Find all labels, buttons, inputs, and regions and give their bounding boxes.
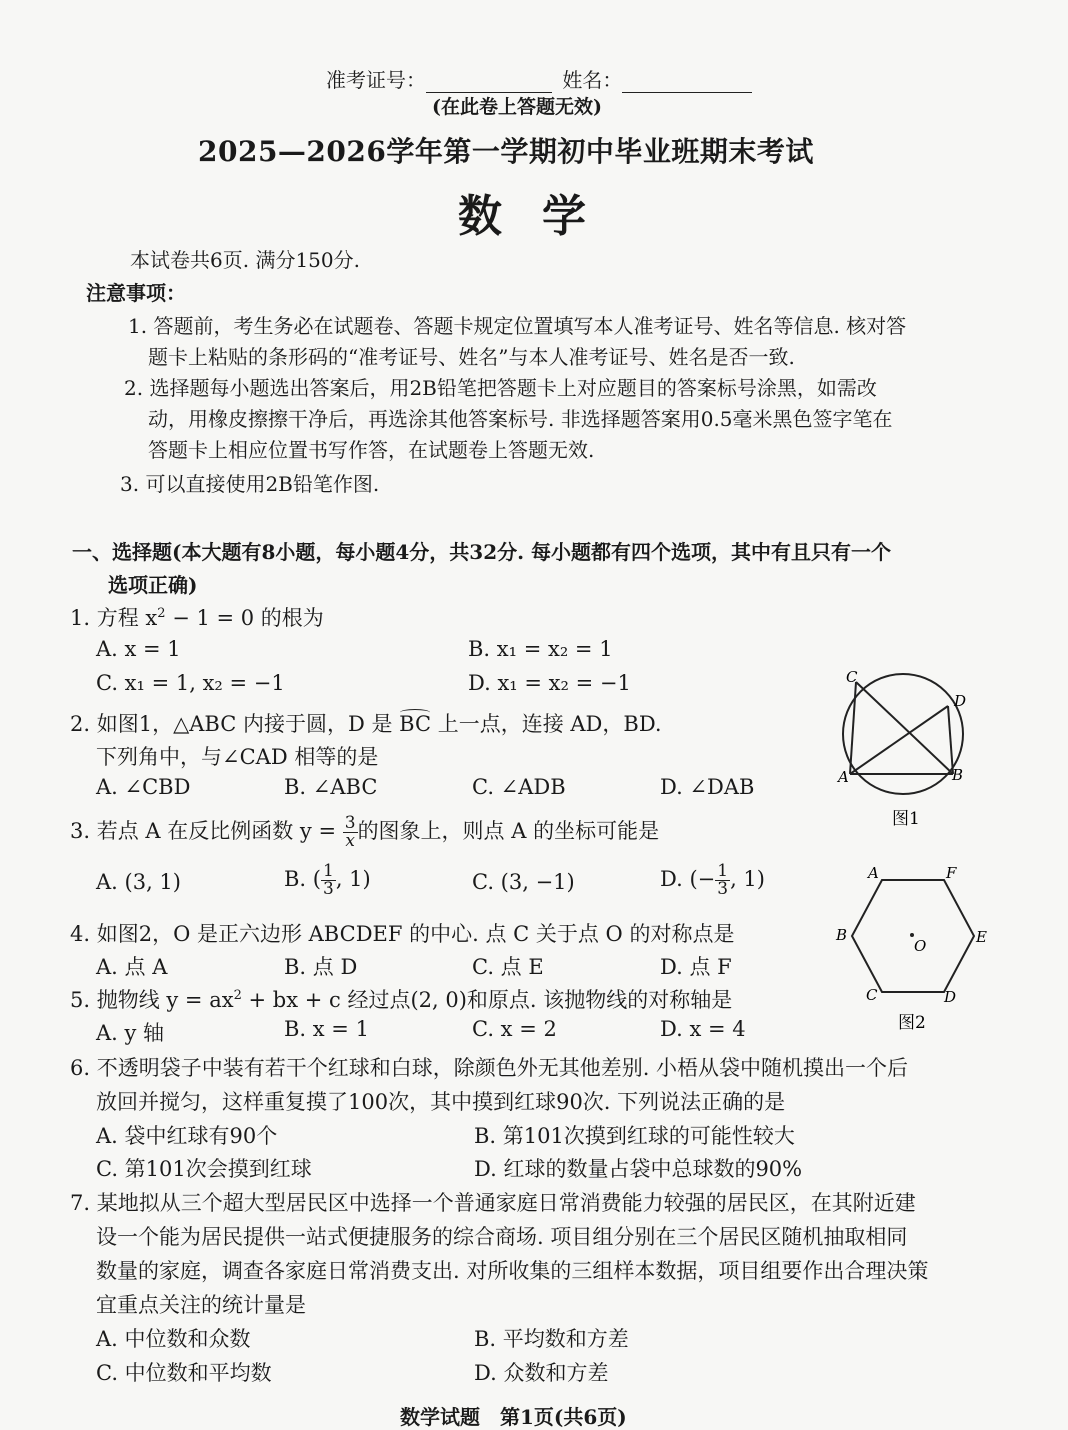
q7-stem-line-2: 设一个能为居民提供一站式便捷服务的综合商场. 项目组分别在三个居民区随机抽取相同: [96, 1225, 908, 1249]
q3-option-a: A. (3, 1): [96, 870, 181, 894]
figure-2: [832, 860, 992, 1040]
name-label: 姓名：: [562, 68, 623, 92]
fig2-caption: 图2: [898, 1013, 926, 1033]
q3-stem-b: 的图象上，则点 A 的坐标可能是: [357, 819, 660, 843]
fig2-label-o: O: [914, 937, 927, 955]
q3-b-pre: B. (: [284, 867, 321, 891]
q1-stem: [70, 602, 324, 632]
exam-title: 2025—2026学年第一学期初中毕业班期末考试: [198, 135, 814, 168]
exam-id-label: 准考证号：: [326, 68, 426, 92]
figure-1: [828, 662, 978, 837]
subject-title: 数学: [458, 191, 626, 242]
q7-stem-line-1: 7. 某地拟从三个超大型居民区中选择一个普通家庭日常消费能力较强的居民区，在其附近建: [70, 1191, 916, 1215]
q6-option-c: C. 第101次会摸到红球: [96, 1157, 312, 1181]
q3-d-den: 3: [717, 879, 729, 899]
q7-stem-line-4: 宜重点关注的统计量是: [96, 1293, 306, 1317]
fig2-label-b: B: [836, 926, 848, 944]
fig2-label-d: D: [944, 988, 957, 1006]
fig1-label-d: D: [954, 692, 967, 710]
q3-stem: [70, 812, 659, 858]
note-1-line-1: 1. 答题前，考生务必在试题卷、答题卡规定位置填写本人准考证号、姓名等信息. 核对答: [128, 314, 907, 338]
q1-option-c: C. x₁ = 1, x₂ = −1: [96, 671, 285, 695]
q4-option-c: C. 点 E: [472, 955, 544, 979]
name-blank: [622, 72, 752, 93]
q3-stem-a: 3. 若点 A 在反比例函数 y =: [70, 819, 337, 843]
note-2-line-2: 动，用橡皮擦擦干净后，再选涂其他答案标号. 非选择题答案用0.5毫米黑色签字笔在: [148, 407, 893, 431]
exam-id-field: [326, 64, 752, 93]
q1-option-d: D. x₁ = x₂ = −1: [468, 671, 631, 695]
q1-stem-a: 1. 方程 x: [70, 606, 158, 630]
fig1-label-c: C: [846, 668, 858, 686]
q4-option-a: A. 点 A: [96, 955, 168, 979]
fig2-label-f: F: [946, 864, 957, 882]
q2-option-a: A. ∠CBD: [96, 775, 191, 799]
q6-stem-line-1: 6. 不透明袋子中装有若干个红球和白球，除颜色外无其他差别. 小梧从袋中随机摸出一个后: [70, 1056, 909, 1080]
q2-option-c: C. ∠ADB: [472, 775, 566, 799]
q6-option-d: D. 红球的数量占袋中总球数的90%: [474, 1157, 803, 1181]
q3-d-post: , 1): [730, 867, 765, 891]
q3-d-num: 1: [717, 861, 729, 881]
fig2-label-c: C: [866, 986, 878, 1004]
page-footer: 数学试题 第1页(共6页): [400, 1405, 627, 1429]
q3-b-den: 3: [322, 879, 334, 899]
q5-stem-sup: 2: [233, 988, 242, 1003]
notes-heading: 注意事项：: [86, 281, 186, 305]
q2-stem-b: 上一点，连接 AD，BD.: [431, 712, 662, 736]
fig2-label-e: E: [976, 928, 987, 946]
q6-option-a: A. 袋中红球有90个: [96, 1124, 278, 1148]
q2-arc-bc: BC: [399, 712, 432, 736]
q7-option-b: B. 平均数和方差: [474, 1327, 629, 1351]
q3-option-c: C. (3, −1): [472, 870, 575, 894]
q1-stem-b: − 1 = 0 的根为: [165, 606, 324, 630]
q3-frac-den: x: [345, 831, 355, 851]
q6-stem-line-2: 放回并搅匀，这样重复摸了100次，其中摸到红球90次. 下列说法正确的是: [96, 1090, 786, 1114]
exam-id-blank: [426, 72, 552, 93]
q5-option-b: B. x = 1: [284, 1017, 369, 1041]
q6-option-b: B. 第101次摸到红球的可能性较大: [474, 1124, 795, 1148]
section-1-heading-cont: 选项正确): [108, 573, 198, 597]
q3-b-fraction: [321, 863, 336, 898]
q3-b-num: 1: [322, 861, 334, 881]
q4-stem: 4. 如图2，O 是正六边形 ABCDEF 的中心. 点 C 关于点 O 的对称点是: [70, 922, 735, 946]
fig1-segment-ad: [850, 706, 948, 774]
q5-stem-a: 5. 抛物线 y = ax: [70, 988, 234, 1012]
q2-option-d: D. ∠DAB: [660, 775, 755, 799]
note-1-line-2: 题卡上粘贴的条形码的“准考证号、姓名”与本人准考证号、姓名是否一致.: [148, 345, 795, 369]
q3-frac-num: 3: [344, 813, 356, 833]
note-2-line-3: 答题卡上相应位置书写作答，在试题卷上答题无效.: [148, 438, 595, 462]
fig1-circle: [843, 674, 963, 794]
q3-b-post: , 1): [335, 867, 371, 891]
intro-text: 本试卷共6页. 满分150分.: [130, 248, 360, 272]
q5-option-a: A. y 轴: [96, 1021, 165, 1045]
q5-stem: [70, 984, 732, 1014]
q5-stem-b: + bx + c 经过点(2, 0)和原点. 该抛物线的对称轴是: [241, 988, 733, 1012]
q1-option-a: A. x = 1: [96, 637, 181, 661]
q2-option-b: B. ∠ABC: [284, 775, 378, 799]
q3-option-b: [284, 860, 371, 898]
q4-option-d: D. 点 F: [660, 955, 732, 979]
q1-option-b: B. x₁ = x₂ = 1: [468, 637, 613, 661]
q7-option-a: A. 中位数和众数: [96, 1327, 251, 1351]
q7-stem-line-3: 数量的家庭，调查各家庭日常消费支出. 对所收集的三组样本数据，项目组要作出合理决策: [96, 1259, 929, 1283]
q2-stem-a: 2. 如图1，△ABC 内接于圆，D 是: [70, 712, 400, 736]
section-1-heading: 一、选择题(本大题有8小题，每小题4分，共32分. 每小题都有四个选项，其中有且只有一个: [72, 540, 892, 564]
q3-option-d: [660, 860, 765, 898]
fig1-label-a: A: [838, 768, 849, 786]
invalid-note: (在此卷上答题无效): [432, 96, 602, 118]
q2-stem-line-2: 下列角中，与∠CAD 相等的是: [96, 745, 379, 769]
q7-option-c: C. 中位数和平均数: [96, 1361, 272, 1385]
fig1-segment-ca: [850, 682, 856, 774]
fig1-segment-bd: [948, 706, 953, 774]
note-2-line-1: 2. 选择题每小题选出答案后，用2B铅笔把答题卡上对应题目的答案标号涂黑，如需改: [124, 376, 877, 400]
q1-stem-sup: 2: [157, 606, 166, 621]
q2-stem: [70, 708, 662, 738]
q3-fraction: [343, 815, 358, 850]
q3-d-fraction: [715, 863, 730, 898]
q3-d-pre: D. (−: [660, 867, 716, 891]
note-3: 3. 可以直接使用2B铅笔作图.: [120, 472, 380, 496]
q7-option-d: D. 众数和方差: [474, 1361, 609, 1385]
q4-option-b: B. 点 D: [284, 955, 358, 979]
q5-option-c: C. x = 2: [472, 1017, 557, 1041]
fig1-label-b: B: [952, 766, 964, 784]
fig1-caption: 图1: [892, 809, 920, 829]
q5-option-d: D. x = 4: [660, 1017, 746, 1041]
fig2-label-a: A: [868, 864, 879, 882]
